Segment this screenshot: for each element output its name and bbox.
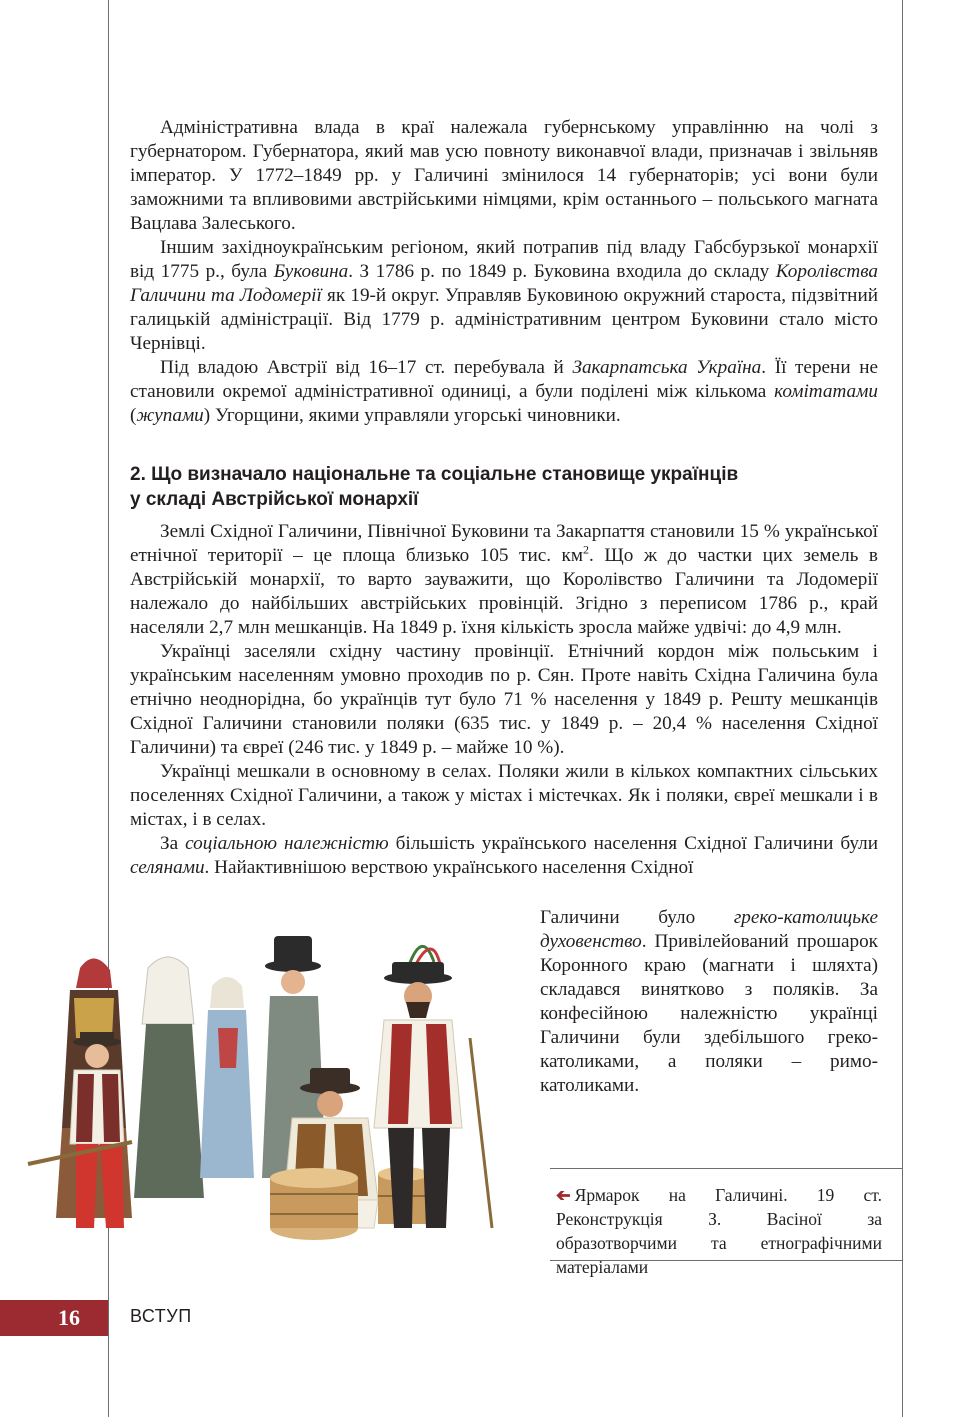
figure-man-feathered-hat [374,946,492,1228]
page-number: 16 [0,1300,108,1336]
fair-illustration [22,928,514,1258]
paragraph: Під владою Австрії від 16–17 ст. перебувала й Закарпатська Україна. Її терени не становили окремої адміністративної одиниці, а були поділені між кількома комітатами (жупами) Угорщини, якими управляли угорські чиновники. [130,357,878,426]
figure-woman-white-scarf [134,957,204,1198]
paragraph: Іншим західноукраїнським регіоном, який потрапив під владу Габсбурзької монархії від 1775 р., була Буковина. З 1786 р. по 1849 р. Буковина входила до складу Королівства Галичини та Лодомерії як 19-й округ. Управляв Буковиною окружний староста, підзвітний галицькій адміністрації. Від 1779 р. адміністративним центром Буковини стало місто Чернівці. [130,237,879,354]
paragraph: Галичини було греко-католицьке духовенство. Привілейований прошарок Коронного краю (магнати і шляхта) складався винятково з поляків. За конфесійною належністю українці Галичини були здебільшого греко-католиками, а поляки – римо-католиками. [540,907,878,1096]
section-heading [130,462,878,512]
running-head: ВСТУП [130,1306,192,1326]
right-margin-rule [902,0,903,1417]
paragraph: Українці мешкали в основному в селах. Поляки жили в кількох компактних сільських поселеннях Східної Галичини, а також у містах і містечках. Як і поляки, євреї мешкали і в містах, і в селах. [130,761,878,830]
section-2-text [130,520,878,880]
section-1-text [130,116,878,428]
paragraph: За соціальною належністю більшість українського населення Східної Галичини були селянами. Найактивнішою верствою українського населення Східної [130,833,878,878]
paragraph: Землі Східної Галичини, Північної Буковини та Закарпаття становили 15 % української етнічної території – це площа близько 105 тис. $км^2$. Що ж до частки цих земель в Австрійській монархії, то варто зауважити, що Королівство Галичини та Лодомерії належало до найбільших австрійських провінцій. Згідно з переписом 1786 р., край населяли 2,7 млн мешканців. На 1849 р. їхня кількість зросла майже удвічі: до 4,9 млн. [130,521,878,638]
figure-woman-blue [200,977,254,1178]
wrap-around-text [540,906,878,1098]
heading-line: у складі Австрійської монархії [130,489,419,510]
heading-line: 2. Що визначало національне та соціальне становище українців [130,464,739,485]
caption-text: ➔ Ярмарок на Галичині. 19 ст. Реконструкція З. Васіної за образотворчими та етнографічними матеріалами [556,1185,882,1277]
paragraph: Українці заселяли східну частину провінції. Етнічний кордон між польським і українським населенням умовно проходив по р. Сян. Проте навіть Східна Галичина була етнічно неоднорідна, бо українців тут було 71 % населення у 1849 р. Решту мешканців Східної Галичини становили поляки (635 тис. у 1849 р. – 20,4 % населення Східної Галичини) та євреї (246 тис. у 1849 р. – майже 10 %). [130,641,878,758]
arrow-left-icon: ➔ [556,1185,571,1205]
figure-caption [550,1168,902,1277]
paragraph: Адміністративна влада в краї належала губернському управлінню на чолі з губернатором. Губернатора, який мав усю повноту виконавчої влади, призначав і звільняв імператор. У 1772–1849 рр. у Галичині змінилося 14 губернаторів; усі вони були заможними та впливовими австрійськими німцями, крім останнього – польського магната Вацлава Залеського. [130,117,878,234]
